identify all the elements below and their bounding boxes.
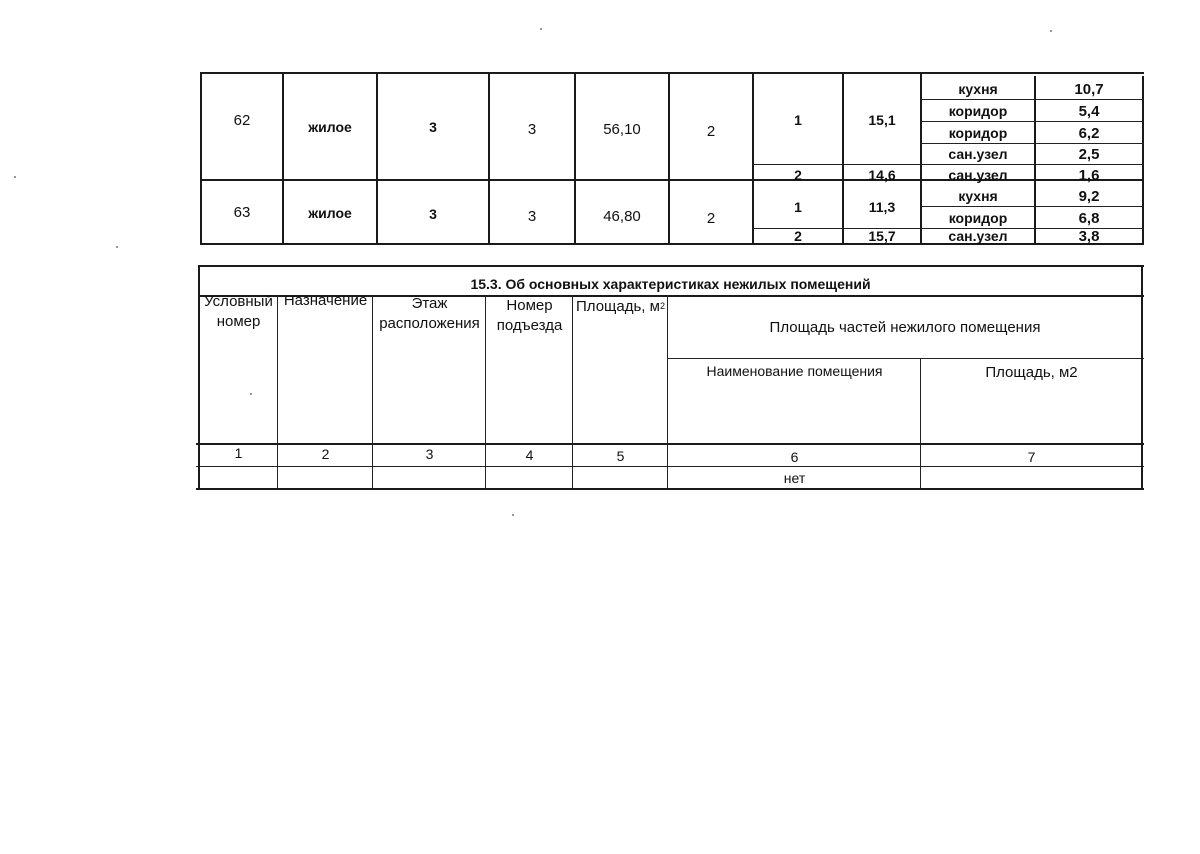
scan-speck (1050, 30, 1052, 32)
col-divider (572, 295, 573, 489)
cell-living-room-no: 1 (794, 198, 802, 215)
scan-speck (116, 246, 118, 248)
cell-living-room-area: 15,7 (868, 228, 896, 244)
cell-number: 62 (233, 111, 251, 129)
cell-aux-area: 1,6 (1078, 166, 1100, 184)
row-divider (920, 121, 1144, 122)
scan-speck (14, 176, 16, 178)
header-purpose: Назначение (283, 292, 368, 309)
header-number: Условный номер (204, 293, 273, 330)
column-number: 7 (1027, 448, 1036, 465)
table-border (1142, 76, 1144, 245)
column-number: 4 (525, 446, 534, 463)
cell-aux-area: 3,8 (1078, 228, 1100, 245)
column-number: 1 (234, 444, 243, 461)
cell-living-room-no: 2 (794, 166, 802, 183)
column-number: 6 (790, 448, 799, 465)
header-area-label: Площадь, м (576, 298, 660, 315)
header-part-area: Площадь, м2 (985, 364, 1078, 381)
row-divider (920, 99, 1144, 100)
col-divider (667, 295, 668, 489)
cell-aux-name: сан.узел (948, 228, 1008, 244)
col-divider (842, 72, 844, 245)
row-divider (752, 164, 922, 165)
cell-aux-area: 2,5 (1078, 146, 1100, 163)
column-number: 5 (616, 447, 625, 464)
cell-living-room-area: 14,6 (868, 166, 896, 183)
cell-aux-name: сан.узел (948, 166, 1008, 183)
cell-area: 46,80 (603, 207, 641, 225)
cell-entrance: 3 (527, 207, 537, 225)
row-divider (920, 143, 1144, 144)
header-floor: Этаж расположения (379, 295, 480, 332)
column-number: 2 (321, 445, 330, 462)
cell-aux-name: кухня (958, 81, 998, 97)
row-divider (668, 358, 1144, 359)
row-divider (752, 228, 922, 229)
cell-purpose: жилое (308, 204, 352, 221)
cell-living-room-no: 1 (794, 111, 802, 128)
cell-floor: 3 (429, 118, 437, 135)
header-area-superscript: 2 (659, 301, 665, 311)
cell-aux-area: 10,7 (1074, 81, 1104, 98)
col-divider (372, 295, 373, 489)
scan-speck (512, 514, 514, 516)
scan-speck (540, 28, 542, 30)
cell-living-room-area: 11,3 (868, 198, 896, 215)
cell-number: 63 (233, 203, 251, 221)
cell-aux-name: коридор (948, 102, 1008, 119)
cell-aux-name: сан.узел (948, 146, 1008, 162)
table-border (1141, 265, 1143, 489)
header-parts-area: Площадь частей нежилого помещения (769, 318, 1041, 336)
section-title: 15.3. Об основных характеристиках нежилых помещений (470, 275, 871, 292)
cell-aux-area: 5,4 (1078, 102, 1100, 120)
cell-entrance: 3 (527, 120, 537, 138)
column-number: 3 (425, 445, 434, 462)
cell-aux-name: коридор (948, 209, 1008, 226)
scan-speck (250, 393, 252, 395)
cell-aux-area: 6,2 (1078, 124, 1100, 142)
cell-aux-area: 9,2 (1078, 188, 1100, 205)
cell-aux-name: коридор (948, 124, 1008, 141)
header-part-name: Наименование помещения (706, 363, 883, 379)
cell-aux-area: 6,8 (1078, 209, 1100, 227)
table-border (196, 488, 1144, 490)
header-entrance: Номер подъезда (496, 297, 563, 334)
cell-living-room-no: 2 (794, 228, 802, 244)
empty-table-note: нет (783, 469, 806, 486)
col-divider (752, 72, 754, 245)
cell-rooms: 2 (706, 122, 716, 140)
cell-area: 56,10 (603, 120, 641, 138)
cell-aux-name: кухня (958, 188, 998, 204)
cell-living-room-area: 15,1 (868, 111, 896, 128)
table-border (198, 265, 1144, 267)
cell-purpose: жилое (308, 118, 352, 135)
col-divider (277, 295, 278, 489)
cell-floor: 3 (429, 205, 437, 222)
col-divider (920, 358, 921, 489)
cell-rooms: 2 (706, 209, 716, 227)
row-divider (920, 206, 1144, 207)
header-area (574, 298, 667, 322)
row-divider (920, 164, 1144, 165)
table-border (200, 72, 1144, 74)
col-divider (485, 295, 486, 489)
